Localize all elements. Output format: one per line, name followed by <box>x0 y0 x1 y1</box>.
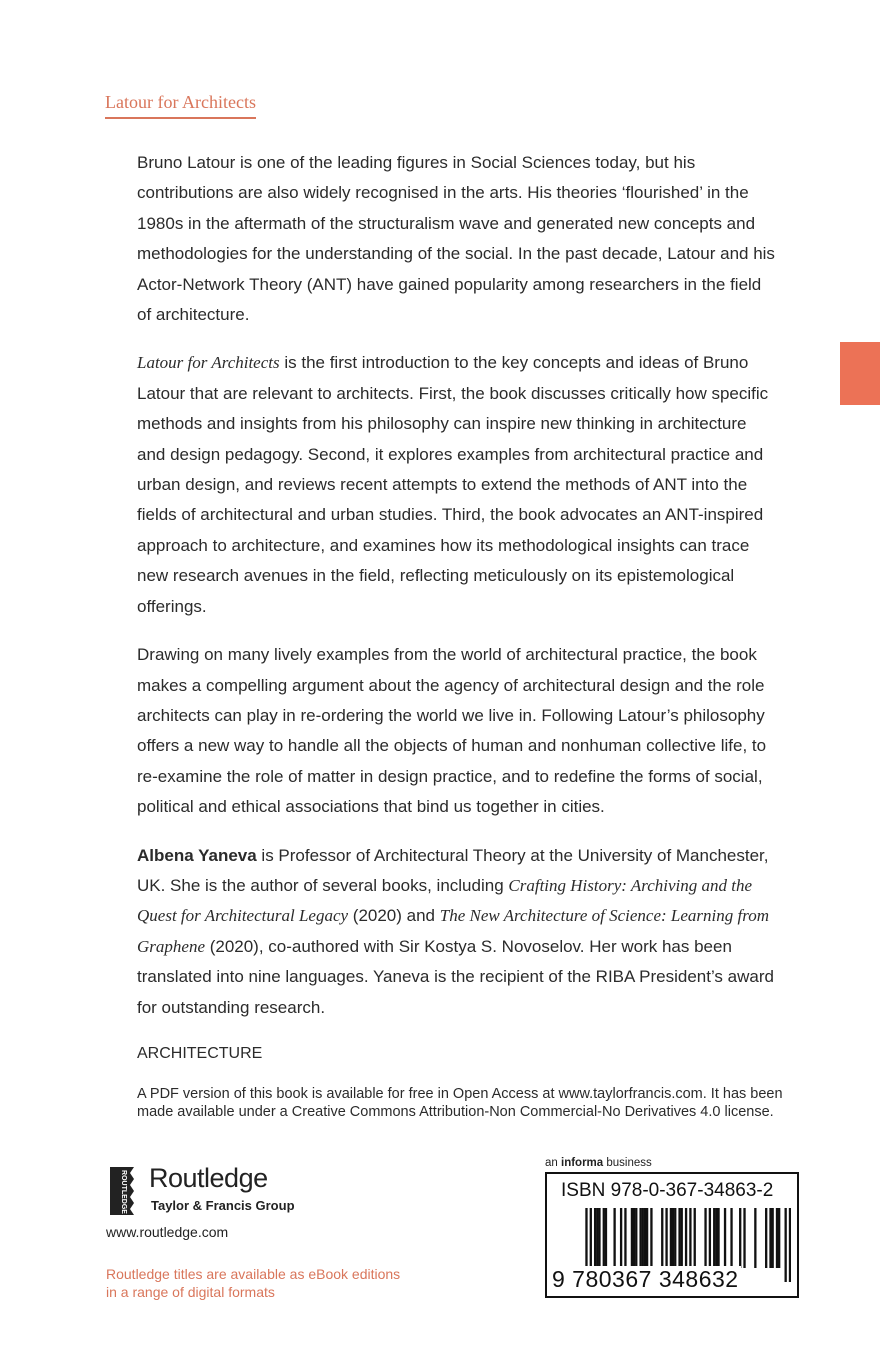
barcode-bar <box>717 1208 719 1268</box>
barcode-bar <box>661 1208 663 1268</box>
author-name: Albena Yaneva <box>137 845 257 865</box>
author-bio-part-2: (2020) and <box>348 906 440 926</box>
barcode-bar <box>724 1208 726 1268</box>
barcode-bar <box>644 1208 646 1268</box>
barcode-bar <box>674 1208 676 1268</box>
routledge-logo-mark-icon <box>104 1165 140 1217</box>
isbn-label: ISBN 978-0-367-34863-2 <box>561 1180 774 1201</box>
publisher-website[interactable]: www.routledge.com <box>106 1224 229 1240</box>
series-title: Latour for Architects <box>105 92 256 119</box>
barcode-bar <box>650 1208 652 1268</box>
barcode-bar <box>730 1208 732 1268</box>
barcode-bar <box>670 1208 672 1268</box>
barcode-bar <box>743 1208 745 1268</box>
barcode-bar <box>642 1208 644 1268</box>
informa-suffix: business <box>603 1157 652 1169</box>
informa-business-label <box>545 1157 652 1169</box>
barcode-bar <box>631 1208 633 1268</box>
logo-mark-text: ROUTLEDGE <box>120 1170 127 1214</box>
barcode-bar <box>769 1208 771 1268</box>
paragraph-intro: Bruno Latour is one of the leading figures in Social Sciences today, but his contributions are also widely recognised in the arts. His theories ‘flourished’ in the 1980s in the aftermath of the structuralism wave and generated new concepts and methodologies for the understanding of the social. In the past decade, Latour and his Actor-Network Theory (ANT) have gained popularity among researchers in the field of architecture. <box>137 153 775 325</box>
ebook-availability-note <box>106 1265 400 1301</box>
barcode-bar <box>678 1208 680 1268</box>
open-access-notice: A PDF version of this book is available for free in Open Access at www.taylorfrancis.com. It has been made available under a Creative Commons Attribution-Non Commercial-No Derivatives 4.0 license. <box>137 1086 783 1120</box>
barcode-bar <box>709 1208 711 1268</box>
author-book-2: The New Architecture of Science: Learning from Graphene <box>137 906 769 956</box>
publisher-name: Routledge <box>149 1163 268 1193</box>
barcode-bar <box>713 1208 715 1268</box>
author-bio-part-3: (2020), co-authored with Sir Kostya S. Novoselov. Her work has been translated into nine languages. Yaneva is the recipient of the RIBA President’s award for outstanding research. <box>137 936 774 1017</box>
barcode-bar <box>765 1208 767 1268</box>
author-bio <box>137 841 777 1023</box>
paragraph-book-summary <box>137 348 777 622</box>
barcode-bar <box>605 1208 607 1268</box>
publisher-group: Taylor & Francis Group <box>151 1198 295 1213</box>
barcode-bar <box>776 1208 778 1268</box>
barcode-bar <box>789 1208 791 1282</box>
subject-category: ARCHITECTURE <box>137 1045 263 1062</box>
author-bio-part-1: is Professor of Architectural Theory at the University of Manchester, UK. She is the author of several books, including <box>137 845 769 895</box>
barcode-bar <box>646 1208 648 1268</box>
barcode-bar <box>715 1208 717 1268</box>
ebook-line-2: in a range of digital formats <box>106 1284 275 1300</box>
barcode-bar <box>598 1208 600 1268</box>
barcode-bar <box>681 1208 683 1268</box>
paragraph-book-summary-text: is the first introduction to the key concepts and ideas of Bruno Latour that are relevant to architects. First, the book discusses critically how specific methods and insights from his philosophy can inspire new thinking in architecture and design pedagogy. Second, it explores examples from architectural practice and urban design, and reviews recent attempts to extend the methods of ANT into the fields of architectural and urban studies. Third, the book advocates an ANT-inspired approach to architecture, and examines how its methodological insights can trace new research avenues in the field, reflecting meticulously on its epistemological offerings. <box>137 353 769 616</box>
isbn-barcode <box>545 1172 799 1298</box>
paragraph-argument: Drawing on many lively examples from the world of architectural practice, the book makes a compelling argument about the agency of architectural design and the role architects can play in re-ordering the world we live in. Following Latour’s philosophy offers a new way to handle all the objects of human and nonhuman collective life, to re-examine the role of matter in design practice, and to redefine the forms of social, political and ethical associations that bind us together in cities. <box>137 645 767 817</box>
barcode-bar <box>772 1208 774 1268</box>
barcode-bar <box>665 1208 667 1268</box>
informa-brand: informa <box>561 1157 604 1169</box>
barcode-bar <box>613 1208 615 1268</box>
barcode-bar <box>639 1208 641 1268</box>
barcode-bar <box>596 1208 598 1268</box>
back-cover-description <box>137 148 777 1041</box>
barcode-bar <box>778 1208 780 1268</box>
barcode-bar <box>624 1208 626 1268</box>
routledge-logo <box>104 1163 304 1218</box>
ebook-line-1: Routledge titles are available as eBook editions <box>106 1266 401 1282</box>
side-color-tab <box>840 342 880 405</box>
barcode-digits: 9 780367 348632 <box>552 1266 739 1292</box>
barcode-bar <box>704 1208 706 1268</box>
barcode-bar <box>620 1208 622 1268</box>
informa-prefix: an <box>545 1157 561 1169</box>
book-title-italic: Latour for Architects <box>137 353 280 373</box>
barcode-bar <box>635 1208 637 1268</box>
barcode-bar <box>672 1208 674 1268</box>
barcode-bar <box>739 1208 741 1268</box>
barcode-bar <box>594 1208 596 1268</box>
barcode-bar <box>633 1208 635 1268</box>
barcode-bar <box>754 1208 756 1268</box>
author-book-1: Crafting History: Archiving and the Quest for Architectural Legacy <box>137 875 753 926</box>
barcode-bar <box>785 1208 787 1282</box>
barcode-bar <box>694 1208 696 1268</box>
barcode-bar <box>603 1208 605 1268</box>
